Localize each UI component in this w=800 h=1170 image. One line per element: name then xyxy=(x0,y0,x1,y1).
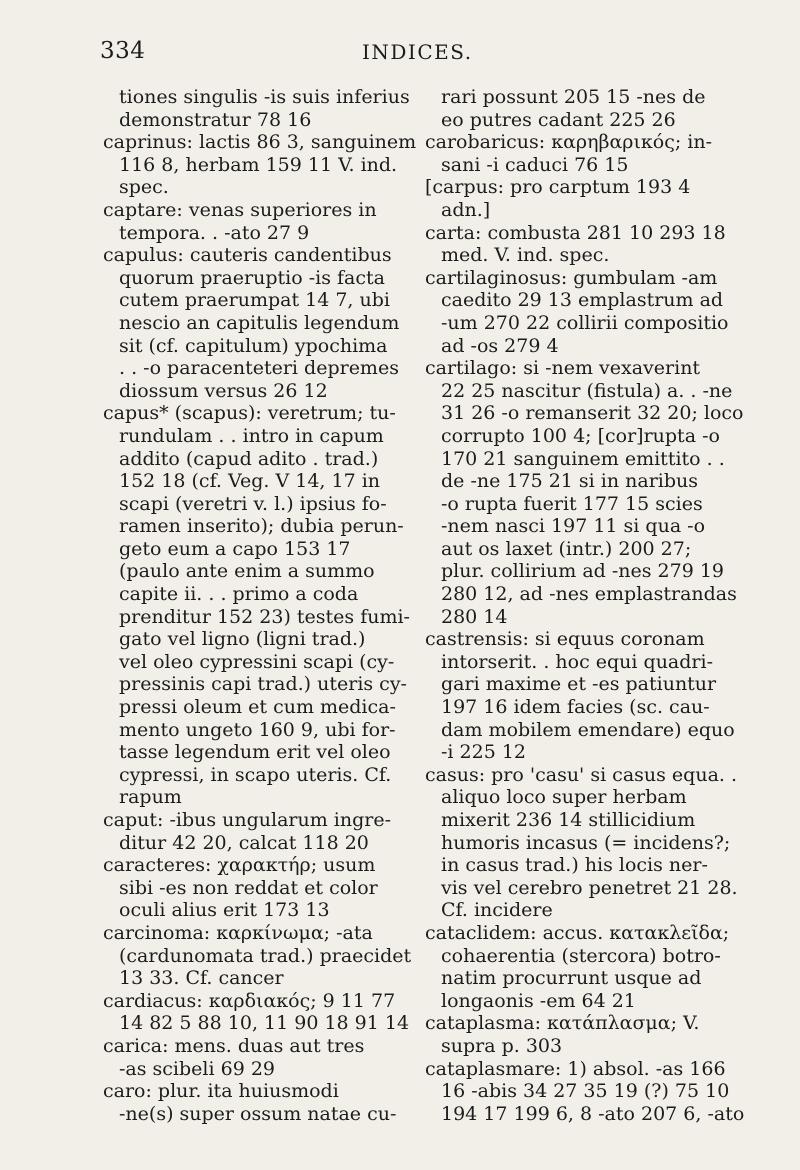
index-line: longaonis -em 64 21 xyxy=(441,989,636,1012)
index-line: pressi oleum et cum medica- xyxy=(119,696,396,719)
index-line: pressinis capi trad.) uteris cy- xyxy=(119,673,407,696)
index-line: (paulo ante enim a summo xyxy=(119,560,375,583)
index-line: -o rupta fuerit 177 15 scies xyxy=(441,492,703,515)
index-line: -um 270 22 collirii compositio xyxy=(441,311,729,334)
index-line: adn.] xyxy=(441,198,491,221)
index-line: in casus trad.) his locis ner- xyxy=(441,854,708,877)
index-line: cardiacus: καρδιακός; 9 11 77 xyxy=(103,989,396,1012)
index-line: 170 21 sanguinem emittito . . xyxy=(441,447,725,470)
index-line: rari possunt 205 15 -nes de xyxy=(441,86,706,108)
index-line: cartilago: si -nem vexaverint xyxy=(425,357,701,380)
index-line: carica: mens. duas aut tres xyxy=(103,1034,365,1057)
running-head: INDICES. xyxy=(362,40,473,64)
index-line: spec. xyxy=(119,176,169,199)
index-line: mixerit 236 14 stillicidium xyxy=(441,809,696,831)
index-line: supra p. 303 xyxy=(441,1034,563,1057)
index-line: 280 12, ad -nes emplastrandas xyxy=(441,583,737,606)
index-line: -i 225 12 xyxy=(441,741,527,764)
index-line: 197 16 idem facies (sc. cau- xyxy=(441,696,710,719)
index-line: carcinoma: καρκίνωμα; -ata xyxy=(103,921,373,944)
index-line: 14 82 5 88 10, 11 90 18 91 14 xyxy=(119,1012,410,1035)
index-line: cataplasmare: 1) absol. -as 166 xyxy=(425,1057,726,1080)
index-line: ditur 42 20, calcat 118 20 xyxy=(119,831,369,854)
index-line: prenditur 152 23) testes fumi- xyxy=(119,605,410,628)
index-line: cutem praerumpat 14 7, ubi xyxy=(119,289,390,312)
index-line: scapi (veretri v. l.) ipsius fo- xyxy=(119,492,387,515)
index-line: 194 17 199 6, 8 -ato 207 6, -ato xyxy=(441,1102,745,1125)
index-line: -ne(s) super ossum natae cu- xyxy=(119,1102,397,1125)
index-line: captare: venas superiores in xyxy=(103,198,377,221)
index-line: mento ungeto 160 9, ubi for- xyxy=(119,718,396,741)
index-line: diossum versus 26 12 xyxy=(119,379,328,402)
index-line: capus* (scapus): veretrum; tu- xyxy=(103,402,396,425)
index-line: quorum praeruptio -is facta xyxy=(119,266,385,289)
index-line: rapum xyxy=(119,786,182,809)
index-line: carta: combusta 281 10 293 18 xyxy=(425,221,726,244)
index-line: intorserit. . hoc equi quadri- xyxy=(441,650,714,673)
index-line: geto eum a capo 153 17 xyxy=(119,537,351,560)
index-line: oculi alius erit 173 13 xyxy=(119,899,330,922)
index-line: humoris incasus (= incidens?; xyxy=(441,831,731,854)
index-line: eo putres cadant 225 26 xyxy=(441,108,676,131)
index-line: dam mobilem emendare) equo xyxy=(441,718,735,741)
index-line: ad -os 279 4 xyxy=(441,334,559,357)
index-line: 13 33. Cf. cancer xyxy=(119,967,284,990)
index-line: cohaerentia (stercora) botro- xyxy=(441,944,721,967)
index-line: cartilaginosus: gumbulam -am xyxy=(425,266,718,289)
index-line: 31 26 -o remanserit 32 20; loco xyxy=(441,402,744,425)
index-line: . . -o paracenteteri depremes xyxy=(119,357,399,380)
index-line: gari maxime et -es patiuntur xyxy=(441,673,717,696)
index-line: -nem nasci 197 11 si qua -o xyxy=(441,515,706,538)
index-line: cypressi, in scapo uteris. Cf. xyxy=(119,763,392,786)
index-line: nescio an capitulis legendum xyxy=(119,311,400,334)
index-line: vel oleo cypressini scapi (cy- xyxy=(119,650,395,673)
index-line: caedito 29 13 emplastrum ad xyxy=(441,289,724,312)
index-line: (cardunomata trad.) praecidet xyxy=(119,944,412,967)
index-line: sit (cf. capitulum) ypochima xyxy=(119,334,388,357)
right-column xyxy=(425,86,745,1125)
index-line: tiones singulis -is suis inferius xyxy=(119,86,410,108)
index-line: addito (capud adito . trad.) xyxy=(119,447,379,470)
index-line: 116 8, herbam 159 11 V. ind. xyxy=(119,153,398,176)
index-line: 16 -abis 34 27 35 19 (?) 75 10 xyxy=(441,1080,730,1103)
index-line: casus: pro 'casu' si casus equa. . xyxy=(425,763,738,786)
left-column xyxy=(103,86,417,1125)
index-line: 152 18 (cf. Veg. V 14, 17 in xyxy=(119,470,381,493)
page-number: 334 xyxy=(100,38,146,64)
index-line: aliquo loco super herbam xyxy=(441,786,687,809)
index-line: capite ii. . . primo a coda xyxy=(119,583,359,606)
index-line: caprinus: lactis 86 3, sanguinem xyxy=(103,131,417,154)
index-line: demonstratur 78 16 xyxy=(119,108,312,131)
index-line: 280 14 xyxy=(441,605,508,628)
index-line: sani -i caduci 76 15 xyxy=(441,153,629,176)
index-line: tasse legendum erit vel oleo xyxy=(119,741,391,764)
index-line: plur. collirium ad -nes 279 19 xyxy=(441,560,725,583)
index-line: caracteres: χαρακτήρ; usum xyxy=(103,854,376,877)
index-line: [carpus: pro carptum 193 4 xyxy=(425,176,691,199)
index-line: cataplasma: κατάπλασμα; V. xyxy=(425,1012,700,1035)
index-line: ramen inserito); dubia perun- xyxy=(119,515,404,538)
index-line: gato vel ligno (ligni trad.) xyxy=(119,628,366,651)
index-line: 22 25 nascitur (fistula) a. . -ne xyxy=(441,379,733,402)
index-line: natim procurrunt usque ad xyxy=(441,967,702,990)
index-line: caro: plur. ita huiusmodi xyxy=(103,1080,339,1103)
index-line: caput: -ibus ungularum ingre- xyxy=(103,809,392,831)
index-line: de -ne 175 21 si in naribus xyxy=(441,470,699,493)
index-line: sibi -es non reddat et color xyxy=(119,876,378,899)
index-line: vis vel cerebro penetret 21 28. xyxy=(441,876,738,899)
page-header xyxy=(0,38,800,70)
index-line: carobaricus: καρηβαρικός; in- xyxy=(425,131,713,154)
index-line: castrensis: si equus coronam xyxy=(425,628,705,651)
index-line: tempora. . -ato 27 9 xyxy=(119,221,310,244)
index-line: corrupto 100 4; [cor]rupta -o xyxy=(441,424,720,447)
index-line: cataclidem: accus. κατακλεῖδα; xyxy=(425,921,730,944)
index-line: med. V. ind. spec. xyxy=(441,244,610,267)
index-line: aut os laxet (intr.) 200 27; xyxy=(441,537,692,560)
index-line: Cf. incidere xyxy=(441,899,553,922)
index-line: rundulam . . intro in capum xyxy=(119,424,384,447)
index-line: -as scibeli 69 29 xyxy=(119,1057,275,1080)
index-line: capulus: cauteris candentibus xyxy=(103,244,392,267)
